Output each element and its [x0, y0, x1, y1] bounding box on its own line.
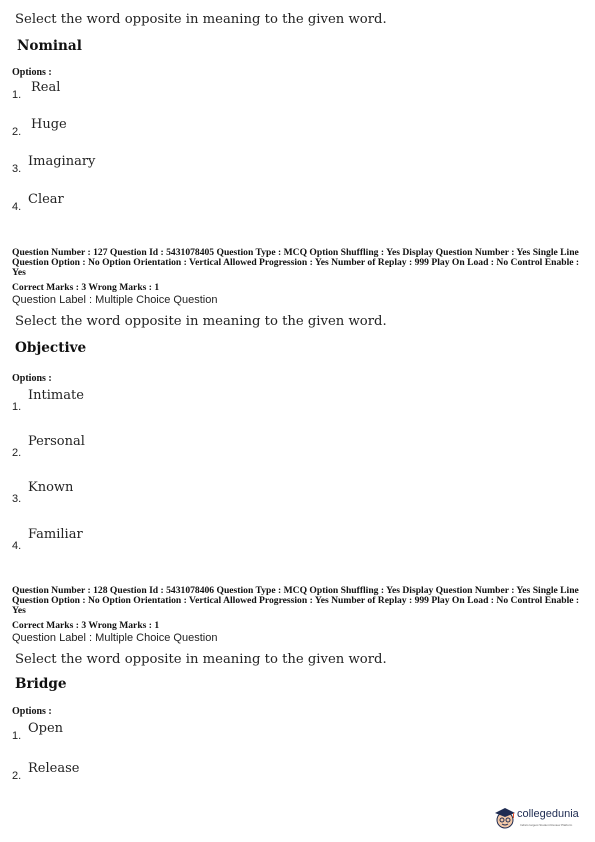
question-word: Nominal — [17, 38, 82, 54]
option-number: 1. — [12, 89, 22, 101]
question-label: Question Label : Multiple Choice Question — [12, 632, 218, 644]
option-number: 2. — [12, 126, 22, 138]
graduate-mascot-icon — [493, 806, 517, 830]
option-text[interactable]: Release — [28, 761, 80, 776]
question-metadata: Question Number : 127 Question Id : 5431078405 Question Type : MCQ Option Shuffling : Yes Display Question Number : Yes Single Line Question Option : No Option Orientation : Vertical Allowed Progression : Yes Number of Replay : 999 Play On Load : No Control Enable : Yes — [12, 247, 580, 278]
logo-wordmark: collegedunia — [517, 808, 579, 820]
marks-info: Correct Marks : 3 Wrong Marks : 1 — [12, 620, 160, 631]
question-word: Objective — [15, 340, 87, 356]
option-text[interactable]: Huge — [31, 117, 67, 132]
question-prompt: Select the word opposite in meaning to the given word. — [15, 12, 387, 27]
question-label: Question Label : Multiple Choice Question — [12, 294, 218, 306]
option-number: 2. — [12, 770, 22, 782]
option-text[interactable]: Open — [28, 721, 64, 736]
option-number: 1. — [12, 730, 22, 742]
options-label: Options : — [12, 373, 52, 384]
question-prompt: Select the word opposite in meaning to the given word. — [15, 652, 387, 667]
question-metadata: Question Number : 128 Question Id : 5431078406 Question Type : MCQ Option Shuffling : Yes Display Question Number : Yes Single Line Question Option : No Option Orientation : Vertical Allowed Progression : Yes Number of Replay : 999 Play On Load : No Control Enable : Yes — [12, 585, 580, 616]
option-number: 4. — [12, 201, 22, 213]
question-prompt: Select the word opposite in meaning to the given word. — [15, 314, 387, 329]
collegedunia-logo — [493, 806, 595, 836]
marks-info: Correct Marks : 3 Wrong Marks : 1 — [12, 282, 160, 293]
question-word: Bridge — [15, 676, 67, 692]
option-number: 3. — [12, 493, 22, 505]
option-text[interactable]: Imaginary — [28, 154, 96, 169]
options-label: Options : — [12, 706, 52, 717]
option-text[interactable]: Known — [28, 480, 74, 495]
option-text[interactable]: Familiar — [28, 527, 83, 542]
option-text[interactable]: Clear — [28, 192, 64, 207]
option-number: 1. — [12, 401, 22, 413]
options-label: Options : — [12, 67, 52, 78]
option-number: 2. — [12, 447, 22, 459]
option-text[interactable]: Real — [31, 80, 61, 95]
option-text[interactable]: Personal — [28, 434, 85, 449]
logo-tagline: India's largest Student Review Platform — [520, 823, 573, 827]
option-number: 4. — [12, 540, 22, 552]
option-text[interactable]: Intimate — [28, 388, 84, 403]
option-number: 3. — [12, 163, 22, 175]
